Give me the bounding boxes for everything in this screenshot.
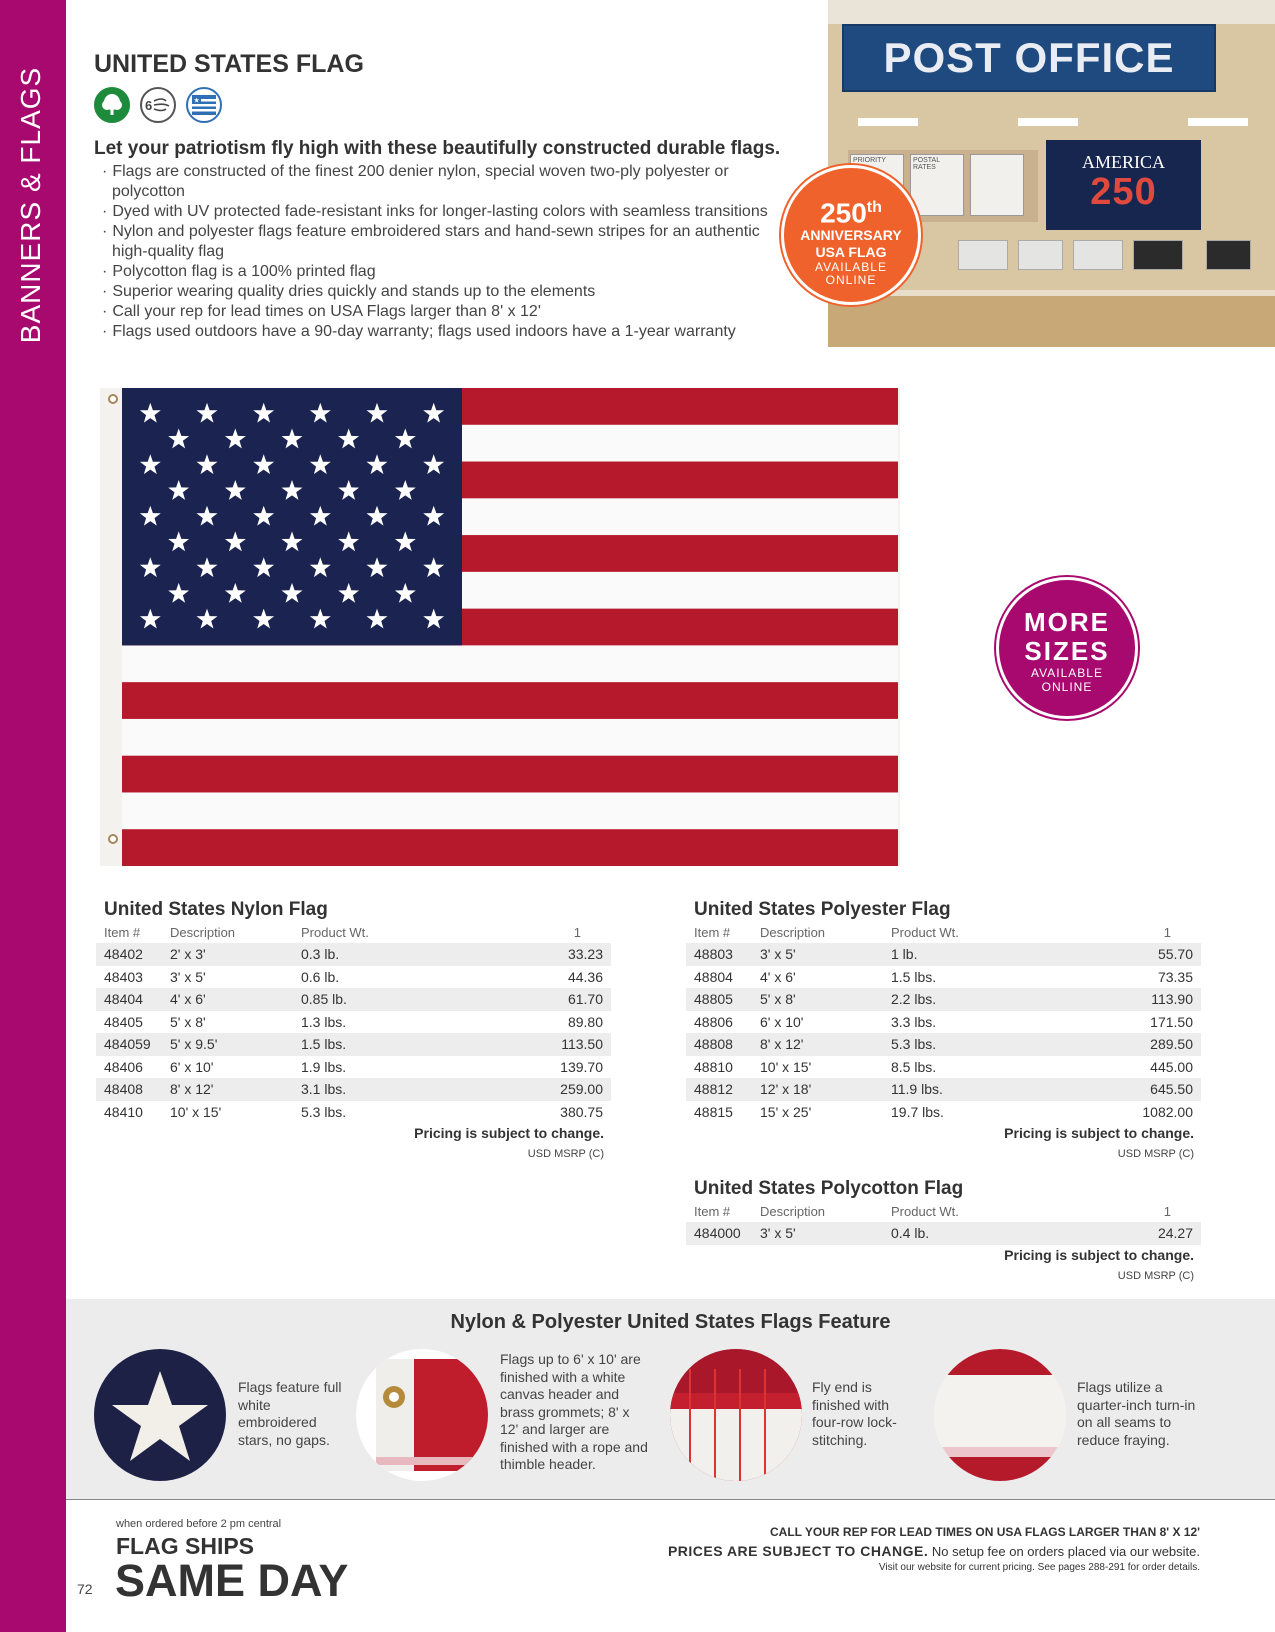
- table-row: [686, 943, 1201, 966]
- embroidered-star-icon: [94, 1349, 226, 1481]
- column-header: Item #: [104, 924, 141, 940]
- flag-stripe: [122, 719, 898, 756]
- grommet-icon: [108, 834, 118, 844]
- description-cell: 8' x 12': [752, 1033, 883, 1056]
- price-cell: 645.50: [1033, 1078, 1201, 1101]
- table-row: [686, 1101, 1201, 1124]
- description-cell: 4' x 6': [162, 988, 293, 1011]
- column-header: Description: [760, 1203, 826, 1219]
- feature-band: [66, 1299, 1275, 1499]
- item-number-cell: 48406: [104, 1058, 143, 1075]
- polycotton-table-title: United States Polycotton Flag: [694, 1178, 964, 1199]
- badge-line: ONLINE: [1041, 680, 1093, 694]
- us-flag-image: [100, 388, 900, 866]
- weight-cell: 5.3 lbs.: [883, 1033, 1033, 1056]
- nylon-price-table: [96, 921, 611, 1123]
- price-cell: 1082.00: [1142, 1103, 1193, 1120]
- table-row: [686, 1033, 1201, 1056]
- card-terminal: [1206, 240, 1251, 270]
- prices-note: [668, 1543, 1200, 1559]
- item-number-cell: 484059: [96, 1033, 162, 1056]
- price-cell: 380.75: [560, 1103, 603, 1120]
- item-number-cell: 48402: [96, 943, 162, 966]
- polyester-table-title: United States Polyester Flag: [694, 899, 951, 920]
- item-number-cell: 48815: [694, 1103, 733, 1120]
- price-cell: 89.80: [567, 1013, 603, 1030]
- table-row: [96, 988, 611, 1011]
- table-row: [686, 1222, 1201, 1245]
- item-number-cell: 48804: [694, 968, 733, 985]
- svg-text:★: ★: [193, 96, 200, 105]
- description-cell: 4' x 6': [760, 968, 796, 985]
- weight-cell: 0.4 lb.: [883, 1222, 1033, 1245]
- tagline: Let your patriotism fly high with these beautifully constructed durable flags.: [94, 138, 781, 159]
- flag-stripe: [122, 792, 898, 829]
- badge-line: AVAILABLE: [815, 260, 887, 275]
- weight-cell: 0.3 lb.: [293, 943, 443, 966]
- description-cell: 15' x 25': [760, 1103, 812, 1120]
- column-header: Product Wt.: [891, 1203, 959, 1219]
- column-header: 1: [1163, 924, 1171, 940]
- item-number-cell: 48805: [686, 988, 752, 1011]
- banner-number: 250: [1090, 171, 1157, 213]
- price-cell: 113.90: [1033, 988, 1201, 1011]
- sidebar-label: BANNERS & FLAGS: [15, 66, 46, 344]
- grommet-icon: [108, 394, 118, 404]
- description-cell: 12' x 18': [752, 1078, 883, 1101]
- nylon-table-title: United States Nylon Flag: [104, 899, 328, 920]
- price-cell: 55.70: [1033, 943, 1201, 966]
- weight-cell: 1 lb.: [883, 943, 1033, 966]
- flag-stripe: [122, 645, 898, 682]
- visit-website-note: Visit our website for current pricing. See pages 288-291 for order details.: [878, 1562, 1200, 1573]
- item-number-cell: 484000: [686, 1222, 752, 1245]
- table-row: [686, 1011, 1201, 1034]
- flag-graphic: [122, 388, 898, 866]
- price-cell: 289.50: [1033, 1033, 1201, 1056]
- weight-cell: 1.5 lbs.: [293, 1033, 443, 1056]
- column-header: Item #: [694, 1203, 731, 1219]
- table-row: [96, 1078, 611, 1101]
- price-cell: 113.50: [443, 1033, 611, 1056]
- item-number-cell: 48403: [104, 968, 143, 985]
- description-cell: 3' x 5': [752, 943, 883, 966]
- badge-suffix: th: [866, 199, 882, 216]
- weight-cell: 1.9 lbs.: [301, 1058, 347, 1075]
- flag-ships-label: FLAG SHIPS: [116, 1533, 255, 1559]
- table-row: [96, 943, 611, 966]
- price-cell: 139.70: [560, 1058, 603, 1075]
- badge-line: ANNIVERSARY: [800, 227, 902, 244]
- bullet-item: · Call your rep for lead times on USA Flags larger than 8' x 12': [98, 302, 768, 322]
- flag-stripe: [122, 756, 898, 793]
- flag-stripe: [122, 829, 898, 866]
- item-number-cell: 48405: [104, 1013, 143, 1030]
- badge-line: MORE: [1024, 607, 1110, 637]
- item-number-cell: 48408: [96, 1078, 162, 1101]
- lock-stitching-icon: [670, 1349, 802, 1481]
- notice-board: POSTAL RATES: [910, 154, 964, 216]
- same-day-label: SAME DAY: [115, 1555, 349, 1606]
- more-sizes-badge[interactable]: [996, 577, 1138, 719]
- printer: [958, 240, 1008, 270]
- price-cell: 44.36: [567, 968, 603, 985]
- column-header: Description: [760, 924, 826, 940]
- badge-line: ONLINE: [825, 273, 877, 288]
- description-cell: 2' x 3': [162, 943, 293, 966]
- table-row: [686, 1078, 1201, 1101]
- currency-note: USD MSRP (C): [1117, 1148, 1194, 1160]
- call-rep-note: CALL YOUR REP FOR LEAD TIMES ON USA FLAGS LARGER THAN 8' X 12': [770, 1525, 1200, 1539]
- item-number-cell: 48404: [96, 988, 162, 1011]
- badge-number: 250: [820, 197, 867, 229]
- column-header: Product Wt.: [891, 924, 959, 940]
- feature-text: Flags utilize a quarter-inch turn-in on all seams to reduce fraying.: [1077, 1379, 1196, 1448]
- weight-cell: 8.5 lbs.: [891, 1058, 937, 1075]
- item-number-cell: 48812: [686, 1078, 752, 1101]
- bullet-item: · Nylon and polyester flags feature embroidered stars and hand-sewn stripes for an authentic high-quality flag: [98, 222, 768, 262]
- table-row: [686, 1056, 1201, 1079]
- column-header: 1: [573, 924, 581, 940]
- anniversary-badge[interactable]: [781, 165, 921, 305]
- description-cell: 5' x 8': [752, 988, 883, 1011]
- bullet-item: · Superior wearing quality dries quickly and stands up to the elements: [98, 282, 768, 302]
- price-cell: 259.00: [443, 1078, 611, 1101]
- column-header: Product Wt.: [301, 924, 369, 940]
- printer: [1133, 240, 1183, 270]
- column-header: 1: [1163, 1203, 1171, 1219]
- weight-cell: 3.1 lbs.: [293, 1078, 443, 1101]
- pricing-note: Pricing is subject to change.: [414, 1125, 604, 1141]
- page-title: UNITED STATES FLAG: [94, 50, 364, 78]
- wind-rating-icon: [140, 87, 176, 123]
- description-cell: 10' x 15': [170, 1103, 222, 1120]
- post-office-sign: POST OFFICE: [842, 24, 1216, 92]
- currency-note: USD MSRP (C): [527, 1148, 604, 1160]
- item-number-cell: 48808: [686, 1033, 752, 1056]
- badge-line: SIZES: [1024, 636, 1110, 666]
- table-row: [686, 988, 1201, 1011]
- feature-text: Fly end is finished with four-row lock-stitching.: [812, 1379, 897, 1448]
- flag-stripe: [122, 682, 898, 719]
- post-office-photo: [828, 0, 1275, 347]
- weight-cell: 11.9 lbs.: [883, 1078, 1033, 1101]
- item-number-cell: 48810: [694, 1058, 733, 1075]
- flag-canton: [122, 388, 462, 645]
- ceiling-light: [1188, 118, 1248, 126]
- badge-line: USA FLAG: [815, 244, 887, 261]
- svg-text:6: 6: [145, 98, 153, 113]
- currency-note: USD MSRP (C): [1117, 1270, 1194, 1282]
- bullet-item: · Polycotton flag is a 100% printed flag: [98, 262, 768, 282]
- feature-icons: [94, 87, 222, 123]
- description-cell: 5' x 8': [170, 1013, 206, 1030]
- price-cell: 33.23: [443, 943, 611, 966]
- table-row: [96, 1011, 611, 1034]
- description-cell: 6' x 10': [760, 1013, 804, 1030]
- prices-note-bold: PRICES ARE SUBJECT TO CHANGE.: [667, 1543, 929, 1559]
- weight-cell: 1.3 lbs.: [301, 1013, 347, 1030]
- polyester-price-table: [686, 921, 1201, 1123]
- notice-board: PRIORITY: [850, 154, 904, 216]
- price-cell: 445.00: [1150, 1058, 1193, 1075]
- column-header: Description: [170, 924, 236, 940]
- printer: [1018, 240, 1063, 270]
- pricing-note: Pricing is subject to change.: [1004, 1247, 1194, 1263]
- feature-text: Flags up to 6' x 10' are finished with a white canvas header and brass grommets; 8' x 12' and larger are finished with a rope and thimble header.: [500, 1351, 648, 1472]
- printer: [1073, 240, 1123, 270]
- counter: [828, 290, 1275, 347]
- weight-cell: 2.2 lbs.: [883, 988, 1033, 1011]
- feature-bullets: [98, 162, 768, 342]
- table-row: [686, 966, 1201, 989]
- table-row: [96, 1101, 611, 1124]
- table-row: [96, 966, 611, 989]
- description-cell: 8' x 12': [162, 1078, 293, 1101]
- seam-turn-in-icon: [934, 1349, 1066, 1481]
- weight-cell: 5.3 lbs.: [301, 1103, 347, 1120]
- badge-line: AVAILABLE: [1031, 666, 1103, 680]
- order-cutoff-note: when ordered before 2 pm central: [116, 1518, 282, 1530]
- weight-cell: 1.5 lbs.: [891, 968, 937, 985]
- price-cell: 61.70: [443, 988, 611, 1011]
- weight-cell: 0.85 lb.: [293, 988, 443, 1011]
- feature-heading: Nylon & Polyester United States Flags Feature: [450, 1311, 891, 1333]
- description-cell: 10' x 15': [760, 1058, 812, 1075]
- america-250-banner: [1046, 140, 1201, 230]
- prices-note-rest: No setup fee on orders placed via our website.: [928, 1544, 1200, 1559]
- description-cell: 3' x 5': [170, 968, 206, 985]
- feature-text: Flags feature full white embroidered stars, no gaps.: [238, 1379, 342, 1448]
- banner-word: AMERICA: [1081, 152, 1165, 172]
- table-row: [96, 1056, 611, 1079]
- page-number: 72: [77, 1581, 93, 1597]
- item-number-cell: 48410: [104, 1103, 143, 1120]
- tree-icon: [94, 87, 130, 123]
- bullet-item: · Flags used outdoors have a 90-day warranty; flags used indoors have a 1-year warranty: [98, 322, 768, 342]
- bullet-item: · Flags are constructed of the finest 200 denier nylon, special woven two-ply polyester or polycotton: [98, 162, 768, 202]
- ceiling-light: [858, 118, 918, 126]
- pricing-note: Pricing is subject to change.: [1004, 1125, 1194, 1141]
- ceiling-light: [1018, 118, 1078, 126]
- description-cell: 6' x 10': [170, 1058, 214, 1075]
- item-number-cell: 48806: [694, 1013, 733, 1030]
- weight-cell: 19.7 lbs.: [891, 1103, 944, 1120]
- notice-board: [970, 154, 1024, 216]
- price-cell: 171.50: [1150, 1013, 1193, 1030]
- footer-divider: [66, 1499, 1275, 1500]
- price-cell: 24.27: [1033, 1222, 1201, 1245]
- sidebar: [0, 0, 66, 1632]
- description-cell: 3' x 5': [752, 1222, 883, 1245]
- price-cell: 73.35: [1157, 968, 1193, 985]
- description-cell: 5' x 9.5': [162, 1033, 293, 1056]
- item-number-cell: 48803: [686, 943, 752, 966]
- weight-cell: 3.3 lbs.: [891, 1013, 937, 1030]
- bullet-item: · Dyed with UV protected fade-resistant inks for longer-lasting colors with seamless transitions: [98, 202, 768, 222]
- flag-stripes-icon: [186, 87, 222, 123]
- polycotton-price-table: [686, 1200, 1201, 1245]
- brass-grommet-icon: [356, 1349, 488, 1481]
- table-row: [96, 1033, 611, 1056]
- weight-cell: 0.6 lb.: [301, 968, 340, 985]
- column-header: Item #: [694, 924, 731, 940]
